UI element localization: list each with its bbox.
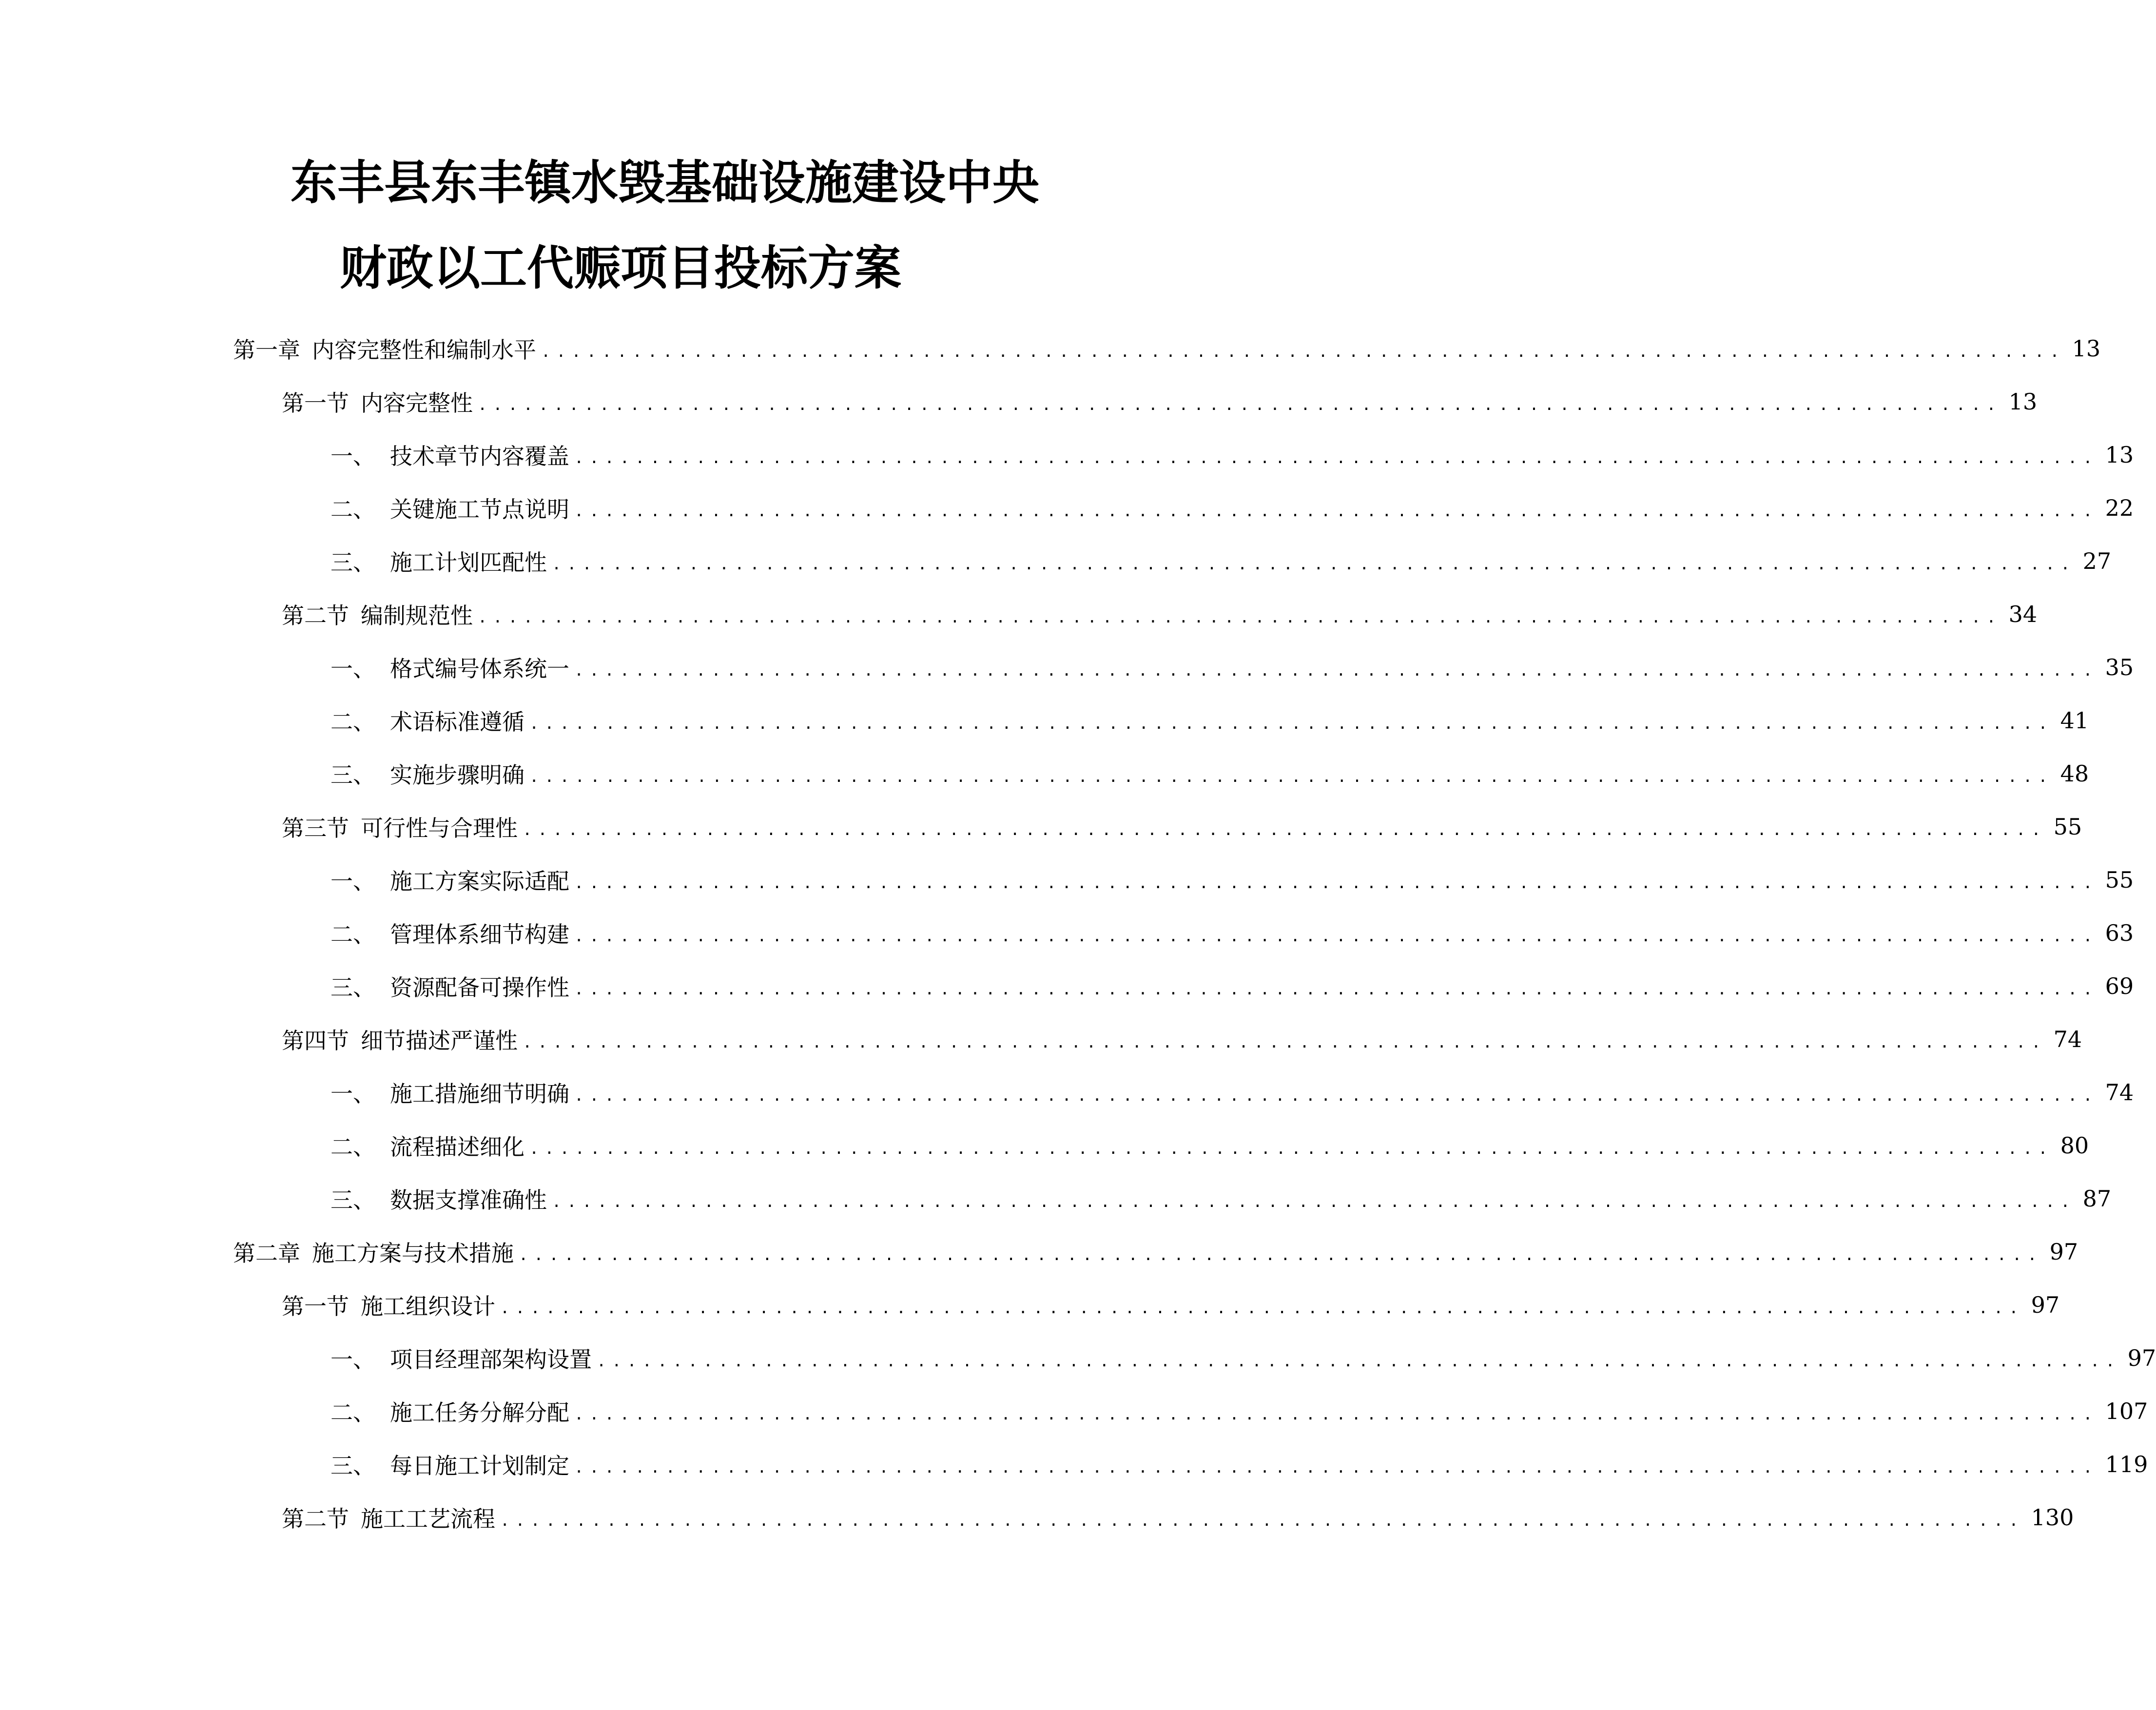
toc-dot-leader: .................................................................................................... — [574, 502, 2098, 520]
toc-entry-label: 施工工艺流程 — [361, 1506, 495, 1532]
toc-entry-label: 技术章节内容覆盖 — [390, 443, 569, 469]
toc-dot-leader: .................................................................................................... — [552, 1192, 2076, 1211]
toc-entry-subsection[interactable] — [330, 913, 2134, 952]
toc-entry-prefix: 第二节 — [282, 1506, 349, 1532]
toc-entry-prefix: 一、 — [330, 656, 375, 682]
toc-dot-leader: .................................................................................................... — [574, 927, 2098, 945]
toc-entry-subsection[interactable] — [330, 1179, 2112, 1218]
toc-entry-page: 41 — [2060, 707, 2089, 734]
toc-entry-page: 55 — [2105, 867, 2134, 893]
toc-entry-prefix: 第二章 — [233, 1240, 300, 1266]
toc-entry-section[interactable] — [282, 1285, 2060, 1324]
toc-entry-page: 22 — [2105, 495, 2134, 521]
toc-entry-label: 每日施工计划制定 — [390, 1453, 569, 1479]
toc-entry-subsection[interactable] — [330, 701, 2089, 740]
toc-dot-leader: .................................................................................................... — [500, 1511, 2024, 1530]
toc-entry-page: 63 — [2105, 920, 2134, 946]
toc-entry-label: 格式编号体系统一 — [390, 656, 569, 682]
toc-dot-leader: .................................................................................................... — [519, 1245, 2043, 1264]
toc-entry-label: 施工措施细节明确 — [390, 1081, 569, 1107]
toc-entry-label: 施工组织设计 — [361, 1293, 495, 1320]
toc-entry-page: 119 — [2105, 1451, 2148, 1477]
toc-entry-prefix: 三、 — [330, 1187, 375, 1213]
toc-dot-leader: .................................................................................................... — [541, 342, 2065, 361]
toc-entry-page: 48 — [2060, 760, 2089, 787]
toc-entry-prefix: 第一节 — [282, 390, 349, 416]
toc-entry-label: 内容完整性和编制水平 — [312, 337, 536, 363]
toc-dot-leader: .................................................................................................... — [529, 767, 2054, 786]
toc-entry-page: 13 — [2105, 442, 2134, 468]
toc-entry-label: 实施步骤明确 — [390, 762, 524, 788]
toc-entry-page: 69 — [2105, 973, 2134, 999]
toc-entry-subsection[interactable] — [330, 648, 2134, 687]
toc-entry-subsection[interactable] — [330, 754, 2089, 793]
toc-entry-prefix: 第一节 — [282, 1293, 349, 1320]
toc-entry-page: 55 — [2053, 814, 2082, 840]
toc-entry-page: 97 — [2049, 1239, 2078, 1265]
toc-entry-label: 管理体系细节构建 — [390, 921, 569, 948]
toc-entry-label: 施工方案与技术措施 — [312, 1240, 514, 1266]
toc-entry-prefix: 第三节 — [282, 815, 349, 841]
toc-entry-page: 97 — [2031, 1292, 2060, 1318]
toc-entry-prefix: 三、 — [330, 1453, 375, 1479]
toc-entry-section[interactable] — [282, 807, 2082, 846]
toc-dot-leader: .................................................................................................... — [523, 1033, 2047, 1051]
toc-entry-page: 87 — [2082, 1185, 2112, 1212]
toc-entry-label: 施工方案实际适配 — [390, 868, 569, 894]
toc-entry-prefix: 一、 — [330, 1081, 375, 1107]
toc-entry-subsection[interactable] — [330, 1445, 2148, 1484]
toc-entry-page: 35 — [2105, 654, 2134, 680]
toc-entry-subsection[interactable] — [330, 1126, 2089, 1165]
toc-entry-label: 流程描述细化 — [390, 1134, 524, 1160]
toc-entry-page: 130 — [2031, 1504, 2074, 1531]
toc-entry-page: 34 — [2008, 601, 2038, 627]
toc-entry-page: 13 — [2072, 335, 2101, 362]
toc-entry-page: 27 — [2082, 548, 2112, 574]
toc-dot-leader: .................................................................................................... — [478, 395, 2002, 414]
title-line-1: 东丰县东丰镇水毁基础设施建设中央 — [291, 155, 1039, 210]
toc-entry-page: 97 — [2127, 1345, 2156, 1371]
toc-entry-prefix: 三、 — [330, 762, 375, 788]
toc-entry-label: 施工任务分解分配 — [390, 1399, 569, 1426]
toc-entry-label: 项目经理部架构设置 — [390, 1346, 592, 1373]
toc-entry-subsection[interactable] — [330, 488, 2134, 527]
toc-entry-label: 编制规范性 — [361, 602, 473, 629]
toc-dot-leader: .................................................................................................... — [523, 820, 2047, 839]
toc-entry-label: 关键施工节点说明 — [390, 496, 569, 523]
toc-entry-prefix: 二、 — [330, 496, 375, 523]
toc-entry-page: 107 — [2105, 1398, 2148, 1424]
toc-entry-label: 资源配备可操作性 — [390, 974, 569, 1001]
toc-entry-page: 13 — [2008, 389, 2038, 415]
toc-entry-section[interactable] — [282, 1020, 2082, 1059]
toc-entry-subsection[interactable] — [330, 860, 2134, 899]
toc-entry-prefix: 一、 — [330, 1346, 375, 1373]
toc-entry-label: 术语标准遵循 — [390, 709, 524, 735]
toc-entry-section[interactable] — [282, 1498, 2074, 1537]
toc-entry-prefix: 第二节 — [282, 602, 349, 629]
toc-dot-leader: .................................................................................................... — [574, 1086, 2098, 1105]
toc-entry-prefix: 一、 — [330, 443, 375, 469]
toc-entry-label: 细节描述严谨性 — [361, 1028, 518, 1054]
toc-entry-prefix: 三、 — [330, 974, 375, 1001]
toc-dot-leader: .................................................................................................... — [574, 661, 2098, 680]
toc-entry-prefix: 第四节 — [282, 1028, 349, 1054]
toc-dot-leader: .................................................................................................... — [478, 608, 2002, 626]
toc-entry-subsection[interactable] — [330, 1392, 2148, 1431]
toc-dot-leader: .................................................................................................... — [574, 448, 2098, 467]
toc-entry-page: 74 — [2053, 1026, 2082, 1052]
toc-entry-prefix: 二、 — [330, 1399, 375, 1426]
toc-entry-label: 内容完整性 — [361, 390, 473, 416]
toc-dot-leader: .................................................................................................... — [529, 714, 2054, 733]
toc-entry-prefix: 二、 — [330, 709, 375, 735]
toc-entry-subsection[interactable] — [330, 967, 2134, 1006]
toc-entry-prefix: 二、 — [330, 1134, 375, 1160]
toc-entry-prefix: 三、 — [330, 549, 375, 576]
toc-entry-page: 74 — [2105, 1079, 2134, 1106]
toc-entry-label: 数据支撑准确性 — [390, 1187, 547, 1213]
toc-dot-leader: .................................................................................................... — [574, 980, 2098, 998]
toc-entry-subsection[interactable] — [330, 1073, 2134, 1112]
toc-entry-prefix: 二、 — [330, 921, 375, 948]
toc-dot-leader: .................................................................................................... — [574, 1458, 2098, 1477]
toc-entry-chapter[interactable] — [233, 1232, 2078, 1271]
toc-dot-leader: .................................................................................................... — [529, 1139, 2054, 1158]
toc-entry-prefix: 第一章 — [233, 337, 300, 363]
toc-entry-subsection[interactable] — [330, 1339, 2156, 1378]
toc-entry-chapter[interactable] — [233, 329, 2101, 368]
toc-entry-label: 可行性与合理性 — [361, 815, 518, 841]
toc-entry-section[interactable] — [282, 595, 2038, 634]
toc-entry-subsection[interactable] — [330, 435, 2134, 474]
toc-entry-section[interactable] — [282, 382, 2038, 421]
toc-dot-leader: .................................................................................................... — [500, 1299, 2024, 1317]
toc-dot-leader: .................................................................................................... — [574, 874, 2098, 892]
toc-entry-label: 施工计划匹配性 — [390, 549, 547, 576]
toc-entry-page: 80 — [2060, 1132, 2089, 1159]
toc-dot-leader: .................................................................................................... — [574, 1405, 2098, 1423]
toc-entry-prefix: 一、 — [330, 868, 375, 894]
toc-dot-leader: .................................................................................................... — [552, 555, 2076, 573]
title-line-2: 财政以工代赈项目投标方案 — [340, 241, 901, 295]
toc-dot-leader: .................................................................................................... — [597, 1352, 2121, 1370]
toc-entry-subsection[interactable] — [330, 542, 2112, 581]
